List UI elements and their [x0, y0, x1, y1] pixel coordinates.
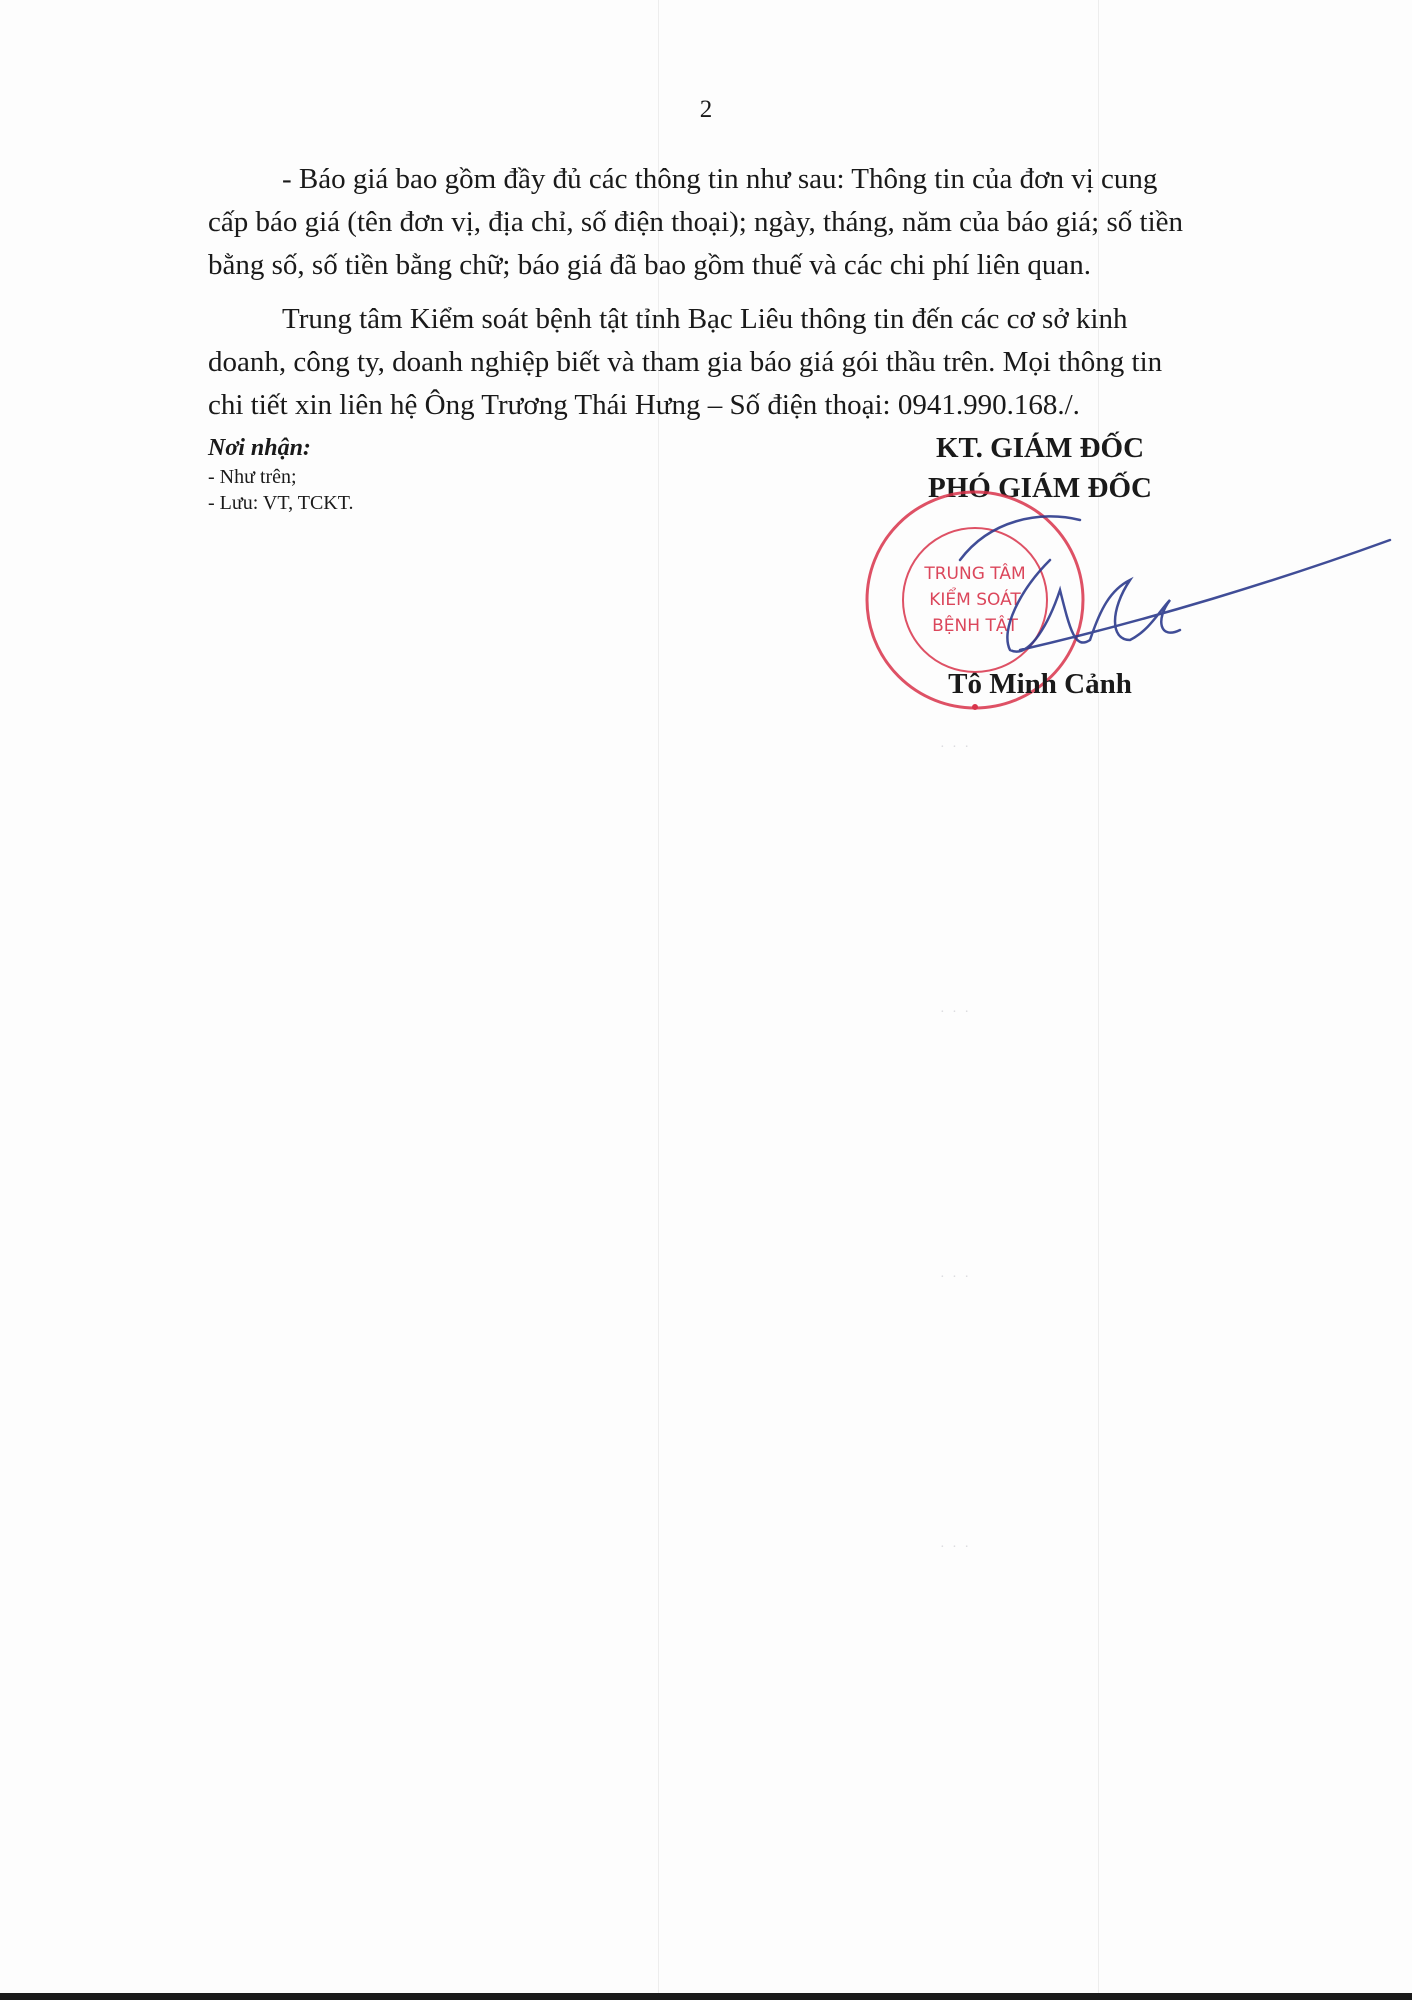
svg-text:KIỂM SOÁT: KIỂM SOÁT — [929, 590, 1021, 610]
paragraph-line: Trung tâm Kiểm soát bệnh tật tỉnh Bạc Liêu thông tin đến các cơ sở kinh — [282, 303, 1128, 335]
scan-artifact: · · · — [940, 1540, 971, 1555]
paragraph-contact-info — [208, 298, 1308, 427]
page-number: 2 — [699, 96, 713, 123]
scan-edge — [0, 1993, 1412, 2000]
recipient-item: - Như trên; — [208, 466, 297, 488]
recipients-title: Nơi nhận: — [208, 435, 311, 461]
svg-text:TRUNG TÂM: TRUNG TÂM — [924, 564, 1026, 584]
paragraph-line: doanh, công ty, doanh nghiệp biết và tham gia báo giá gói thầu trên. Mọi thông tin — [208, 346, 1163, 378]
paragraph-line: cấp báo giá (tên đơn vị, địa chỉ, số điện thoại); ngày, tháng, năm của báo giá; số tiền — [208, 206, 1184, 238]
scan-artifact: · · · — [940, 1270, 971, 1285]
signature-title-line-1: KT. GIÁM ĐỐC — [935, 432, 1145, 464]
svg-text:BỆNH TẬT: BỆNH TẬT — [932, 616, 1018, 636]
signature-title-line-2: PHÓ GIÁM ĐỐC — [928, 472, 1152, 504]
scan-artifact: · · · — [940, 1005, 971, 1020]
paragraph-line: bằng số, số tiền bằng chữ; báo giá đã bao gồm thuế và các chi phí liên quan. — [208, 249, 1092, 281]
paragraph-quote-requirements — [208, 158, 1308, 287]
scan-artifact: · · · — [940, 740, 971, 755]
paragraph-line: chi tiết xin liên hệ Ông Trương Thái Hưng – Số điện thoại: 0941.990.168./. — [208, 389, 1080, 421]
recipient-item: - Lưu: VT, TCKT. — [208, 492, 354, 514]
recipients-block — [208, 432, 353, 516]
paragraph-line: - Báo giá bao gồm đầy đủ các thông tin như sau: Thông tin của đơn vị cung — [282, 163, 1158, 195]
signer-name: Tô Minh Cảnh — [948, 668, 1132, 700]
